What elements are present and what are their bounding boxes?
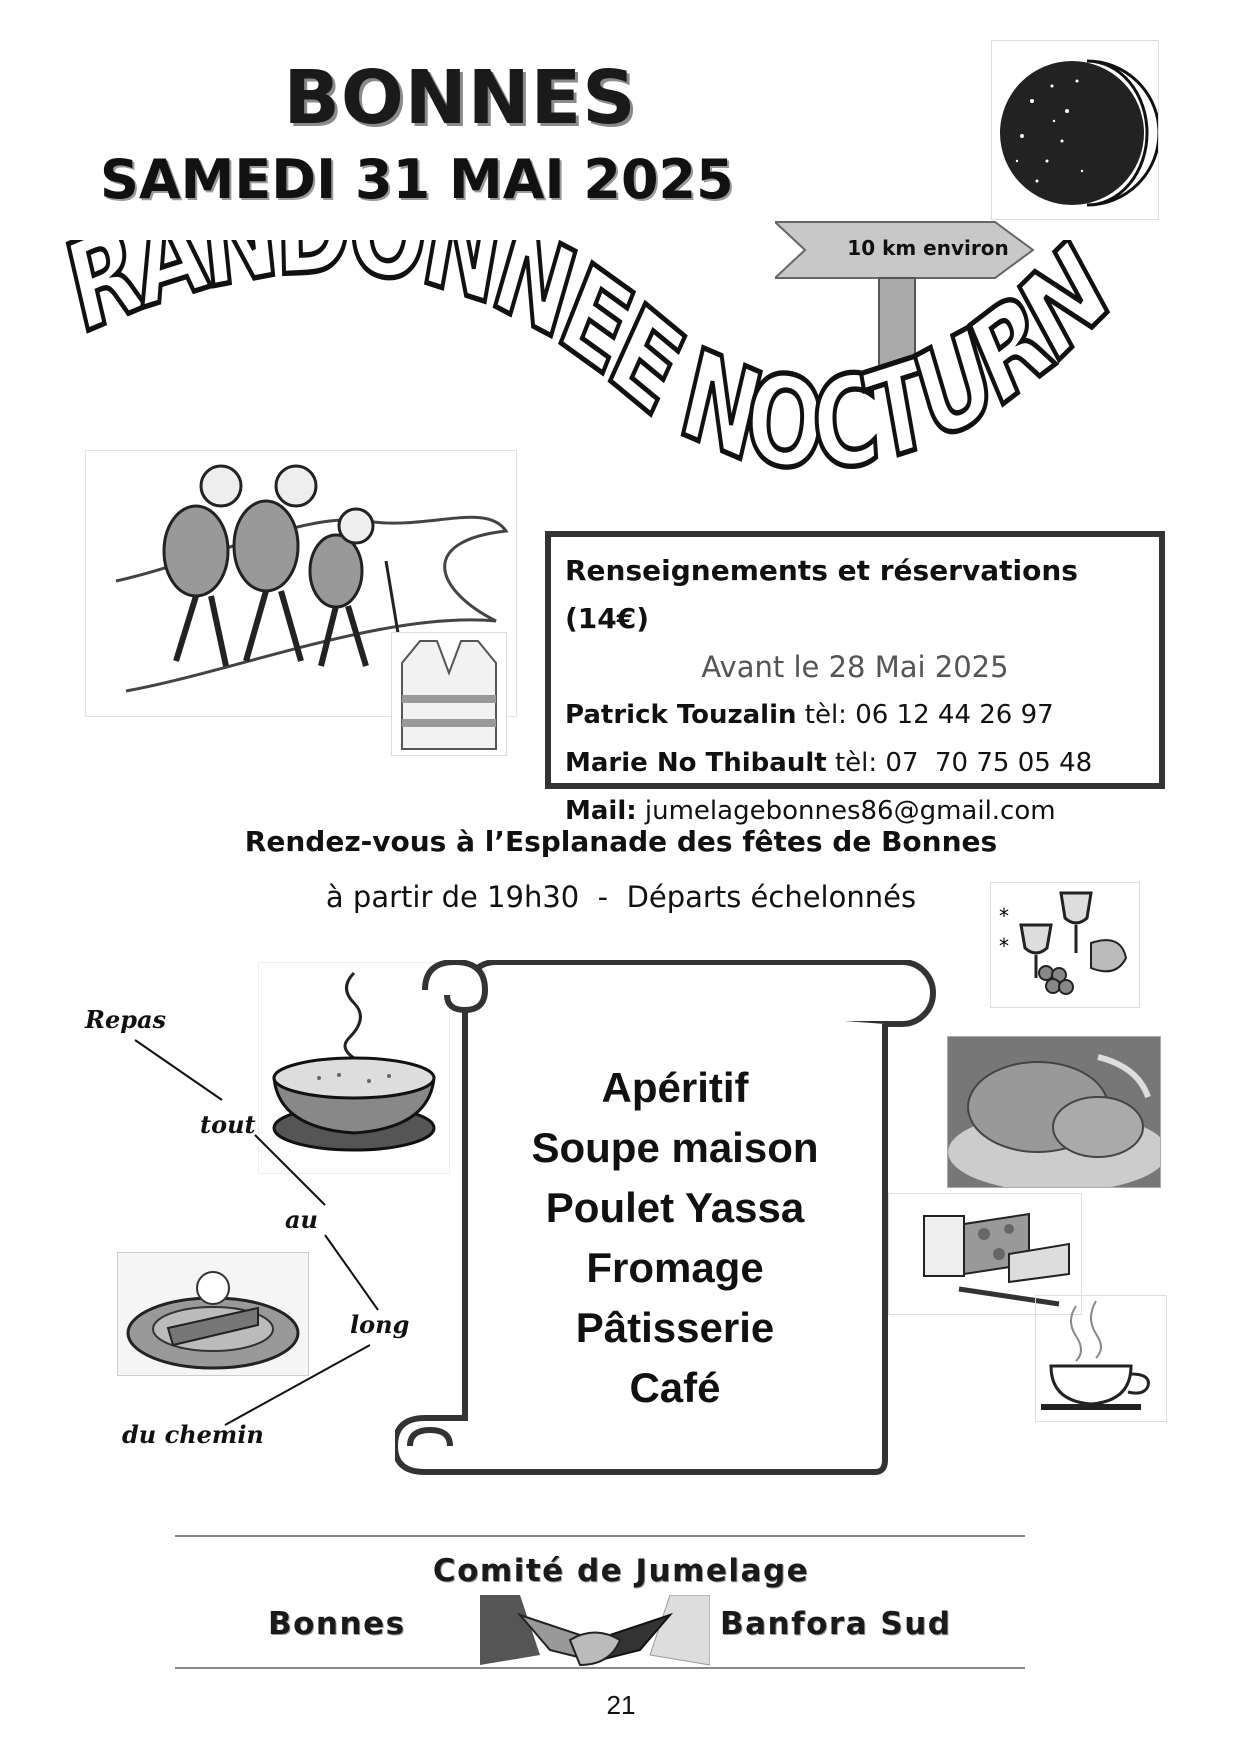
svg-text:*: * xyxy=(999,934,1009,958)
menu-list xyxy=(470,1058,880,1418)
coffee-cup-image xyxy=(1035,1295,1167,1422)
mail-label: Mail: xyxy=(565,796,637,826)
path-connector-lines xyxy=(0,0,420,1460)
contact-label: tèl: xyxy=(804,700,847,730)
contact-name: Patrick Touzalin xyxy=(565,700,797,730)
reservation-box xyxy=(545,531,1165,826)
reservation-heading: Renseignements et réservations (14€) xyxy=(565,554,1078,635)
menu-item: Fromage xyxy=(586,1244,764,1291)
menu-item: Café xyxy=(629,1364,721,1411)
footer-divider-bottom xyxy=(175,1667,1025,1669)
meeting-place: Rendez-vous à l’Esplanade des fêtes de Bonnes xyxy=(244,825,998,858)
moon-image xyxy=(991,40,1159,220)
path-word: tout xyxy=(200,1110,256,1139)
contact-name: Marie No Thibault xyxy=(565,748,827,778)
footer-divider-top xyxy=(175,1535,1025,1537)
contact-phone[interactable]: 07 70 75 05 48 xyxy=(885,748,1093,778)
contact-phone[interactable]: 06 12 44 26 97 xyxy=(855,700,1054,730)
event-date: SAMEDI 31 MAI 2025 xyxy=(100,148,734,211)
contact-label: tèl: xyxy=(834,748,878,778)
path-word: du chemin xyxy=(122,1420,264,1449)
contact-line xyxy=(565,691,1145,739)
event-title-text: RA NNEE NOCTURN xyxy=(60,240,1120,500)
path-word: long xyxy=(350,1310,410,1339)
menu-item: Soupe maison xyxy=(531,1124,819,1171)
town-title: BONNES xyxy=(283,55,637,141)
wine-glasses-image xyxy=(990,882,1140,1008)
page-number: 21 xyxy=(606,1690,636,1720)
twin-town-left: Bonnes xyxy=(268,1606,406,1642)
reservation-deadline: Avant le 28 Mai 2025 xyxy=(701,650,1009,684)
chicken-dish-photo xyxy=(947,1036,1161,1188)
menu-item: Pâtisserie xyxy=(575,1304,775,1351)
meeting-time: à partir de 19h30 - Départs échelonnés xyxy=(325,880,917,914)
svg-text:*: * xyxy=(999,904,1009,928)
handshake-icon xyxy=(480,1595,710,1675)
contact-line xyxy=(565,739,1145,787)
distance-label: 10 km environ xyxy=(847,236,1009,260)
twin-town-right: Banfora Sud xyxy=(720,1606,952,1642)
menu-item: Poulet Yassa xyxy=(545,1184,805,1231)
path-word: au xyxy=(285,1205,318,1234)
committee-name: Comité de Jumelage xyxy=(432,1553,810,1589)
menu-item: Apéritif xyxy=(601,1064,749,1111)
mail-address[interactable]: jumelagebonnes86@gmail.com xyxy=(644,796,1056,826)
path-word: Repas xyxy=(85,1005,167,1034)
